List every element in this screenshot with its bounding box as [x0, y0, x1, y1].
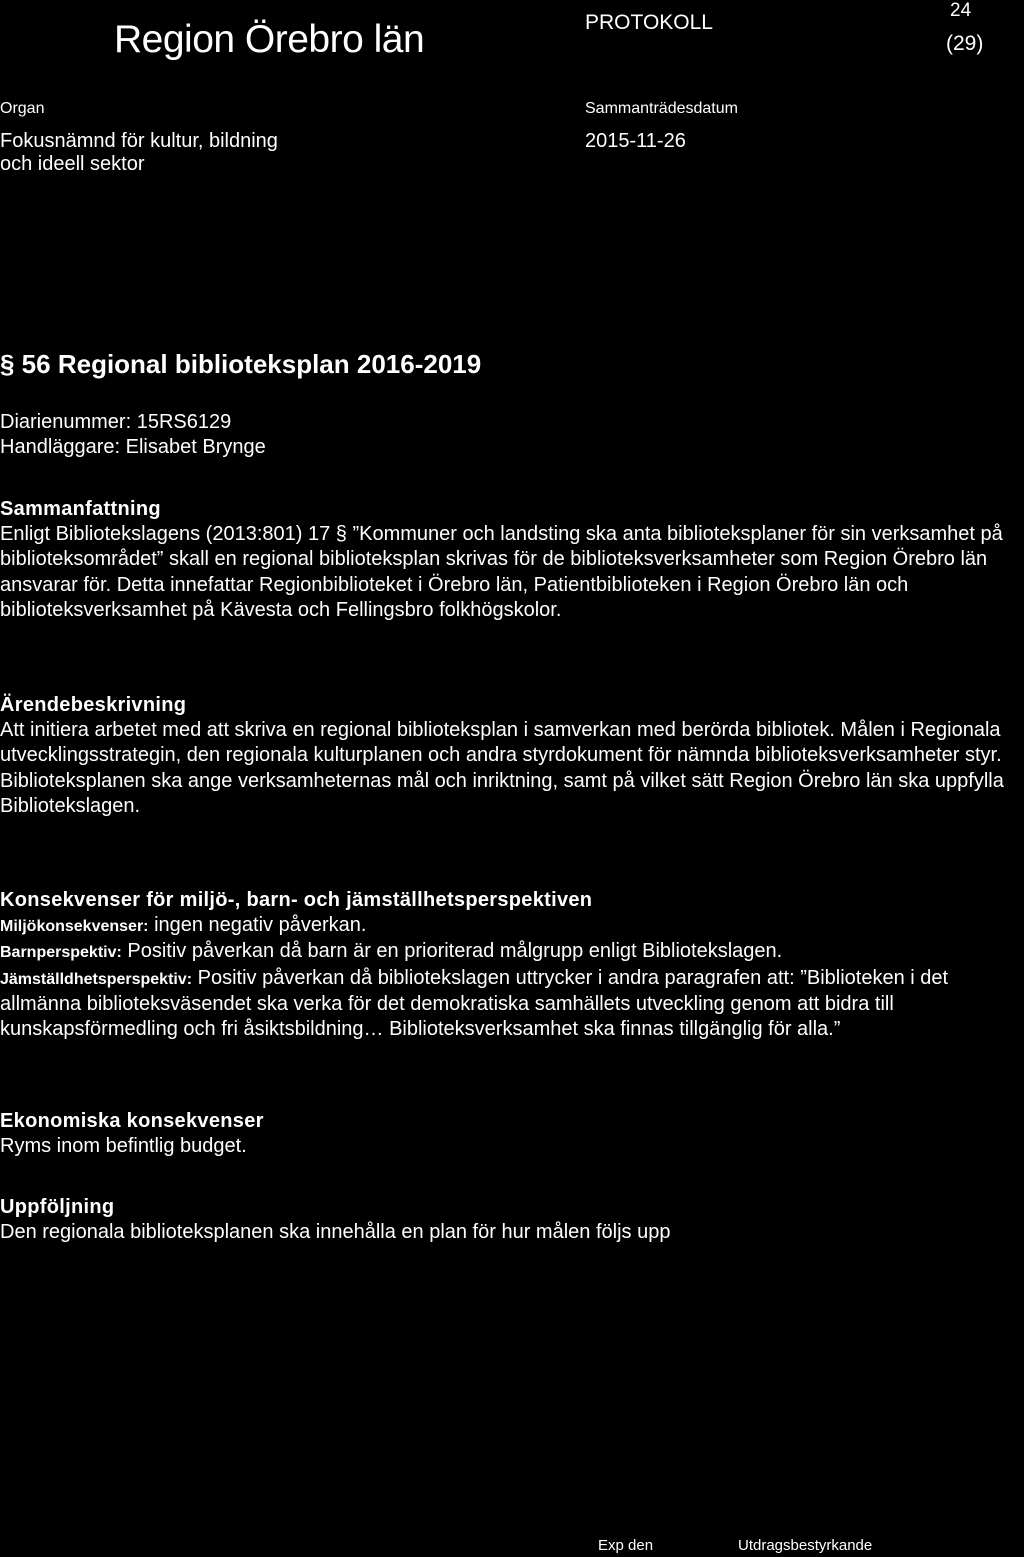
followup-heading: Uppföljning — [0, 1196, 115, 1218]
child-perspective-label: Barnperspektiv: — [0, 944, 122, 962]
case-description-text: Att initiera arbetet med att skriva en regional biblioteksplan i samverkan med berörda bibliotek. Målen i Regionala utvecklingsstrategin, den regionala kulturplanen och andra styrdokument för nämnda biblioteksverksamheter styr. Biblioteksplanen ska ange verksamheternas mål och inriktning, samt på vilket sätt Region Örebro län ska uppfylla Bibliotekslagen. — [0, 719, 1004, 817]
economic-text: Ryms inom befintlig budget. — [0, 1135, 247, 1157]
consequences-heading: Konsekvenser för miljö-, barn- och jämställhetsperspektiven — [0, 889, 593, 911]
organ-label: Organ — [0, 100, 45, 117]
section-title: § 56 Regional biblioteksplan 2016-2019 — [0, 349, 482, 379]
summary-heading: Sammanfattning — [0, 498, 161, 520]
environment-text: ingen negativ påverkan. — [154, 914, 367, 936]
economic-heading: Ekonomiska konsekvenser — [0, 1110, 264, 1132]
child-perspective — [0, 939, 1024, 965]
meeting-date-label: Sammanträdesdatum — [585, 100, 738, 117]
logo-wordmark: Region Örebro län — [114, 18, 425, 61]
consequences-section — [0, 888, 1024, 1042]
page-total: (29) — [946, 32, 984, 55]
environment-consequences — [0, 913, 1024, 939]
summary-section — [0, 497, 1024, 623]
followup-section — [0, 1195, 1024, 1245]
case-meta: Diarienummer: 15RS6129 Handläggare: Elisabet Brynge — [0, 411, 266, 458]
summary-text: Enligt Bibliotekslagens (2013:801) 17 § ”Kommuner och landsting ska anta biblioteksplaner för sin verksamhet på biblioteksområdet” skall en regional biblioteksplan skrivas för de biblioteksverksamheter som Region Örebro län ansvarar för. Detta innefattar Regionbiblioteket i Örebro län, Patientbiblioteken i Region Örebro län och biblioteksverksamhet på Kävesta och Fellingsbro folkhögskolor. — [0, 523, 1003, 621]
followup-text: Den regionala biblioteksplanen ska innehålla en plan för hur målen följs upp — [0, 1221, 671, 1243]
organ-value: Fokusnämnd för kultur, bildning och ideell sektor — [0, 130, 278, 175]
meeting-date-value: 2015-11-26 — [585, 130, 686, 152]
economic-section — [0, 1109, 1024, 1159]
document-type: PROTOKOLL — [585, 11, 713, 34]
footer-exp-label: Exp den — [598, 1537, 654, 1554]
footer-certification-label: Utdragsbestyrkande — [738, 1537, 873, 1554]
case-description-section — [0, 693, 1024, 819]
equality-perspective-text: Positiv påverkan då bibliotekslagen uttrycker i andra paragrafen att: ”Biblioteken i det allmänna biblioteksväsendet ska verka för det demokratiska samhällets utveckling genom att bidra till kunskapsförmedling och fri åsiktsbildning… Biblioteksverksamhet ska finnas tillgänglig för alla.” — [0, 966, 949, 1041]
case-description-heading: Ärendebeskrivning — [0, 694, 187, 716]
equality-perspective — [0, 966, 1024, 1043]
environment-label: Miljökonsekvenser: — [0, 918, 149, 935]
equality-perspective-label: Jämställdhetsperspektiv: — [0, 970, 193, 988]
child-perspective-text: Positiv påverkan då barn är en prioriterad målgrupp enligt Bibliotekslagen. — [127, 940, 783, 963]
page-number: 24 — [950, 0, 972, 21]
